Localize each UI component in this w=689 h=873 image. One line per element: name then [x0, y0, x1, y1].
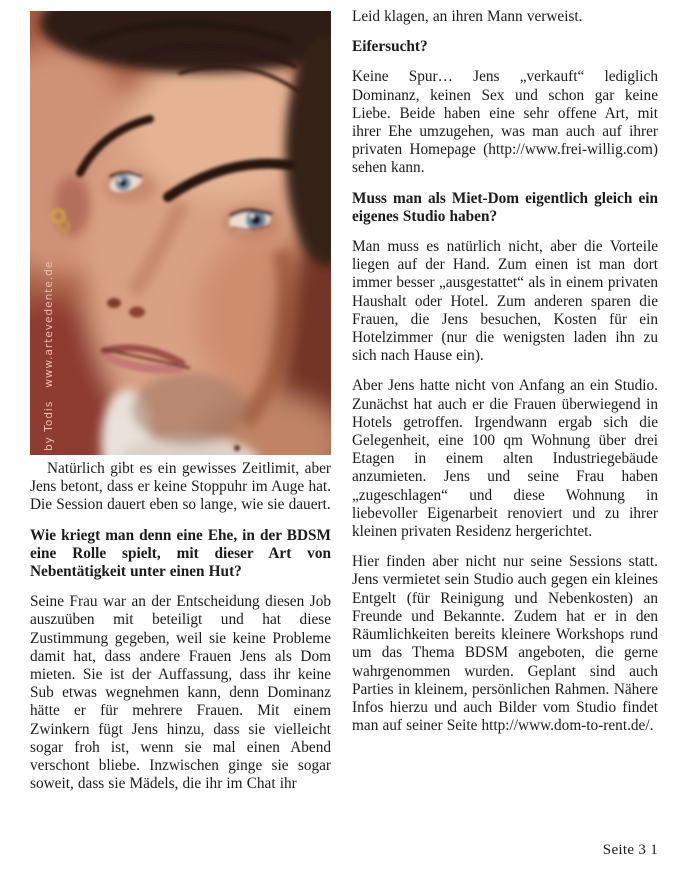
paragraph-leid-klagen: Leid klagen, an ihren Mann verweist. — [352, 8, 583, 25]
question-heading-ehe: Wie kriegt man denn eine Ehe, in der BDSM eine Rolle spielt, mit dieser Art von Nebentätigkeit unter einen Hut? — [30, 526, 331, 581]
paragraph-keine-spur: Keine Spur… Jens „verkauft“ lediglich Dominanz, keinen Sex und schon gar keine Liebe. Beide haben eine sehr offene Art, mit ihrer Ehe umzugehen, was man auch auf ihrer privaten Homepage (http://www.frei-willig.com) sehen kann. — [352, 68, 658, 177]
question-heading-studio: Muss man als Miet-Dom eigentlich gleich ein eigenes Studio haben? — [352, 189, 658, 225]
photo-credit-text: by Todis www.artevedente.de — [43, 260, 55, 451]
paragraph-industriegebaeude: Aber Jens hatte nicht von Anfang an ein Studio. Zunächst hat auch er die Frauen überwiegend in Hotels getroffen. Irgendwann ergab sich die Gelegenheit, eine 100 qm Wohnung über drei Etagen in einem alten Industriegebäude anzumieten. Jens und seine Frau haben „zugeschlagen“ und diese Wohnung in liebevoller Eigenarbeit renoviert und zu ihrer kleinen privaten Residenz hergerichtet. — [352, 377, 658, 541]
paragraph-seine-frau: Seine Frau war an der Entscheidung diesen Job auszuüben mit beteiligt und hat diese Zustimmung gegeben, weil sie keine Probleme damit hat, dass andere Frauen Jens als Dom mieten. Sie ist der Auffassung, dass ihr keine Sub etwas wegnehmen kann, denn Dominanz hätte er für mehrere Frauen. Mit einem Zwinkern fügt Jens hinzu, dass sie vielleicht sogar froh ist, wenn sie mal einen Abend verschont bliebe. Inzwischen ginge sie sogar soweit, dass sie Mädels, die ihr im Chat ihr — [30, 593, 331, 793]
paragraph-zeitlimit: Natürlich gibt es ein gewisses Zeitlimit, aber Jens betont, dass er keine Stoppuhr im Auge hat. Die Session dauert eben so lange, wie sie dauert. — [30, 460, 331, 514]
question-heading-eifersucht: Eifersucht? — [352, 38, 428, 56]
paragraph-vorteile: Man muss es natürlich nicht, aber die Vorteile liegen auf der Hand. Zum einen ist man dort immer besser „ausgestattet“ als in einem privaten Haushalt oder Hotel. Zum anderen sparen die Frauen, die Jens besuchen, Kosten für ein Hotelzimmer (nur die wenigsten laden ihn zu sich nach Hause ein). — [352, 238, 658, 365]
portrait-photo-art — [30, 11, 331, 455]
paragraph-studio-vermietung: Hier finden aber nicht nur seine Sessions statt. Jens vermietet sein Studio auch gegen ein kleines Entgelt (für Reinigung und Nebenkosten) an Freunde und Bekannte. Zudem hat er in den Räumlichkeiten bereits kleinere Workshops rund um das Thema BDSM angeboten, die gerne wahrgenommen wurden. Geplant sind auch Parties in kleinem, persönlichen Rahmen. Nähere Infos hierzu und auch Bilder vom Studio findet man auf seiner Seite http://www.dom-to-rent.de/. — [352, 553, 658, 735]
page-number: Seite 3 1 — [602, 842, 658, 858]
left-column — [30, 11, 331, 805]
portrait-photo — [30, 11, 331, 455]
right-column — [352, 8, 658, 747]
